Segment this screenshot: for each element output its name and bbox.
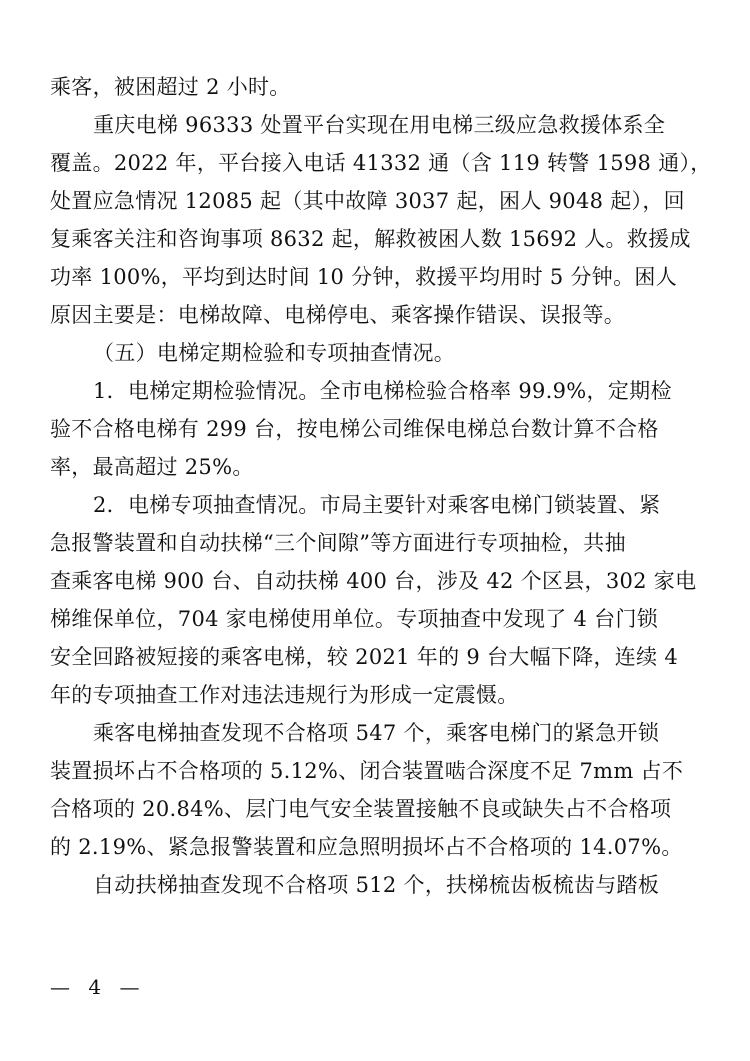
- paragraph-start-line: 1．电梯定期检验情况。全市电梯检验合格率 99.9%，定期检: [93, 379, 672, 403]
- text-line: 装置损坏占不合格项的 5.12%、闭合装置啮合深度不足 7mm 占不: [50, 759, 684, 783]
- text-line: 原因主要是：电梯故障、电梯停电、乘客操作错误、误报等。: [50, 303, 626, 327]
- text-line: 急报警装置和自动扶梯“三个间隙”等方面进行专项抽检，共抽: [50, 531, 626, 555]
- text-line: 合格项的 20.84%、层门电气安全装置接触不良或缺失占不合格项: [50, 797, 672, 821]
- text-line: 梯维保单位，704 家电梯使用单位。专项抽查中发现了 4 台门锁: [50, 607, 659, 631]
- text-line: 复乘客关注和咨询事项 8632 起，解救被困人数 15692 人。救援成: [50, 227, 691, 251]
- page-number: — 4 —: [50, 975, 146, 999]
- text-line: 功率 100%，平均到达时间 10 分钟，救援平均用时 5 分钟。困人: [50, 265, 677, 289]
- text-line: 安全回路被短接的乘客电梯，较 2021 年的 9 台大幅下降，连续 4: [50, 645, 679, 669]
- text-line: 查乘客电梯 900 台、自动扶梯 400 台，涉及 42 个区县，302 家电: [50, 569, 697, 593]
- section-heading: （五）电梯定期检验和专项抽查情况。: [93, 341, 456, 365]
- text-line: 验不合格电梯有 299 台，按电梯公司维保电梯总台数计算不合格: [50, 417, 659, 441]
- text-line: 覆盖。2022 年，平台接入电话 41332 通（含 119 转警 1598 通），: [50, 151, 712, 175]
- text-line: 年的专项抽查工作对违法违规行为形成一定震慑。: [50, 683, 519, 707]
- text-line: 率，最高超过 25%。: [50, 455, 254, 479]
- paragraph-start-line: 乘客电梯抽查发现不合格项 547 个，乘客电梯门的紧急开锁: [93, 721, 660, 745]
- text-line: 的 2.19%、紧急报警装置和应急照明损坏占不合格项的 14.07%。: [50, 835, 683, 859]
- text-line: 处置应急情况 12085 起（其中故障 3037 起，困人 9048 起），回: [50, 189, 685, 213]
- text-line: 乘客，被困超过 2 小时。: [50, 75, 291, 99]
- paragraph-start-line: 自动扶梯抽查发现不合格项 512 个，扶梯梳齿板梳齿与踏板: [93, 873, 660, 897]
- body-text: [50, 68, 712, 904]
- paragraph-start-line: 2．电梯专项抽查情况。市局主要针对乘客电梯门锁装置、紧: [93, 493, 661, 517]
- paragraph-start-line: 重庆电梯 96333 处置平台实现在用电梯三级应急救援体系全: [93, 113, 666, 137]
